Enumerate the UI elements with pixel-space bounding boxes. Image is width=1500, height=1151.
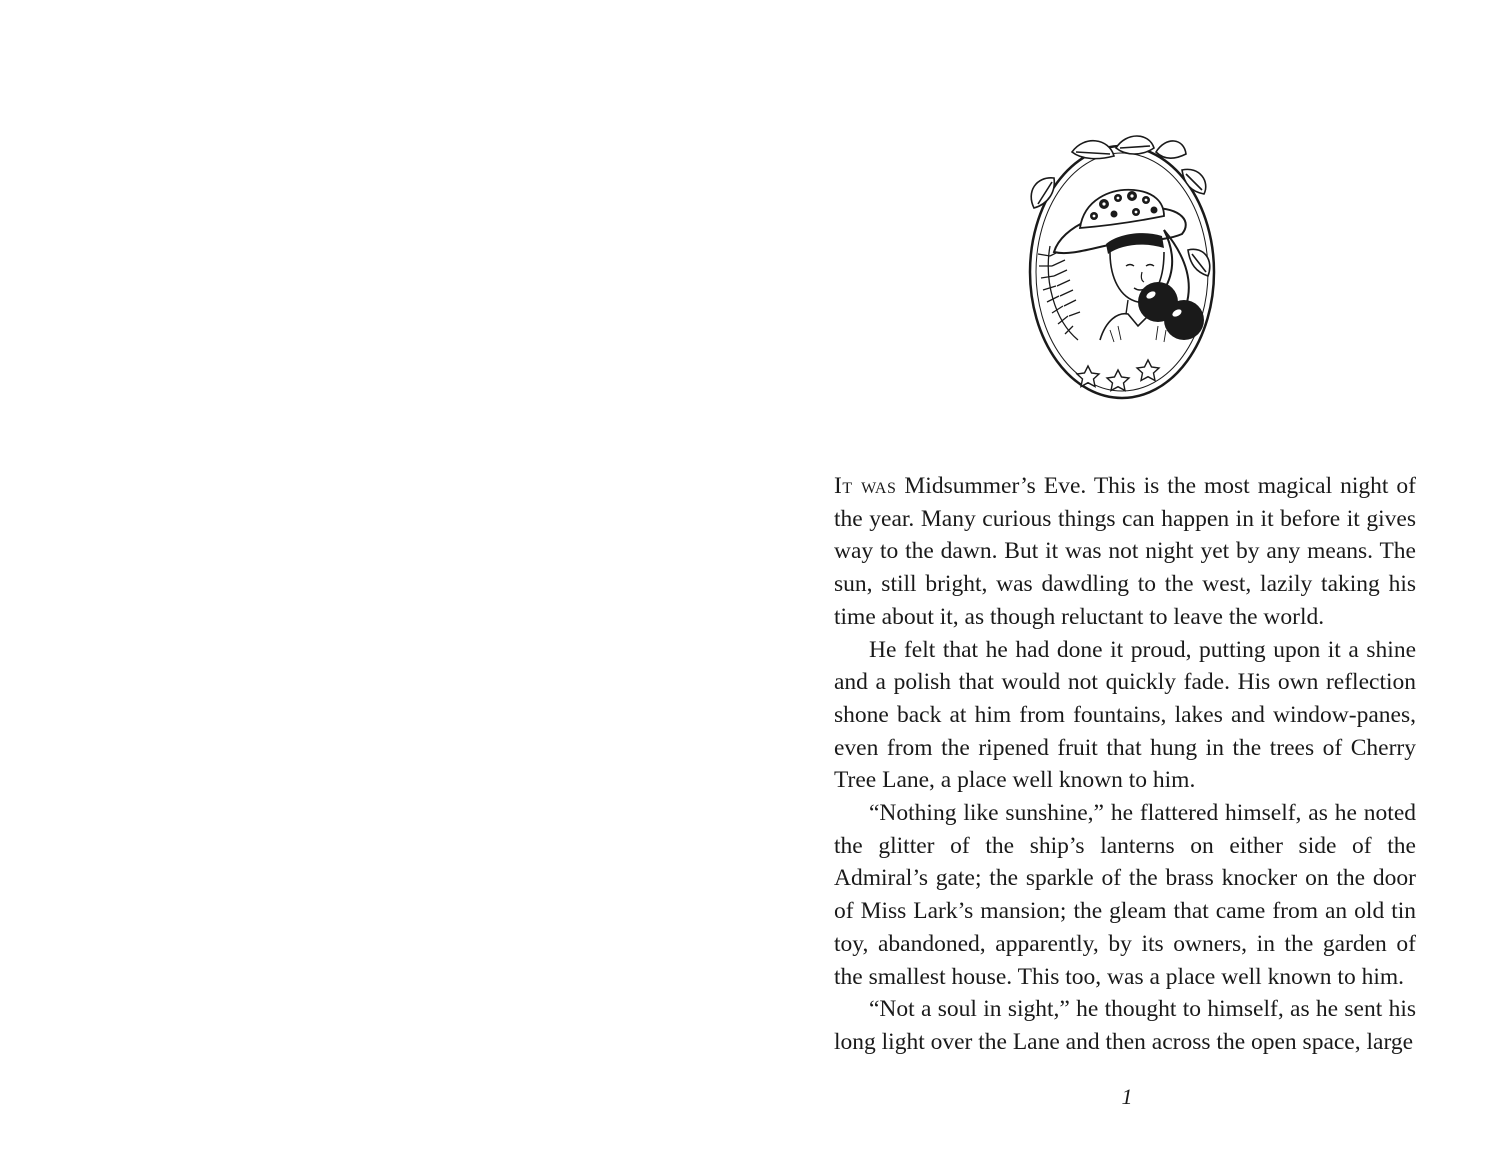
paragraph: “Not a soul in sight,” he thought to himself, as he sent his long light over the Lane and then across the open space, large bbox=[834, 996, 1416, 1055]
paragraph-text: Midsummer’s Eve. This is the most magical night of the year. Many curious things can happen in it before it gives way to the dawn. But it was not night yet by any means. The sun, still bright, was dawdling to the west, lazily taking his time about it, as though reluctant to leave the world. bbox=[834, 473, 1416, 630]
paragraph: “Nothing like sunshine,” he flattered himself, as he noted the glitter of the ship’s lanterns on either side of the Admiral’s gate; the sparkle of the brass knocker on the door of Miss Lark’s mansion; the gleam that came from an old tin toy, abandoned, apparently, by its owners, in the garden of the smallest house. This too, was a place well known to him. bbox=[834, 800, 1416, 990]
paragraph bbox=[834, 470, 1416, 634]
opening-smallcaps: It was bbox=[834, 473, 897, 499]
portrait-vignette-icon bbox=[1014, 130, 1234, 408]
page-number: 1 bbox=[1121, 1084, 1133, 1109]
right-page bbox=[750, 0, 1500, 1151]
chapter-text bbox=[834, 470, 1416, 1059]
paragraph: He felt that he had done it proud, putting upon it a shine and a polish that would not quickly fade. His own reflection shone back at him from fountains, lakes and window-panes, even from the ripened fruit that hung in the trees of Cherry Tree Lane, a place well known to him. bbox=[834, 636, 1416, 794]
